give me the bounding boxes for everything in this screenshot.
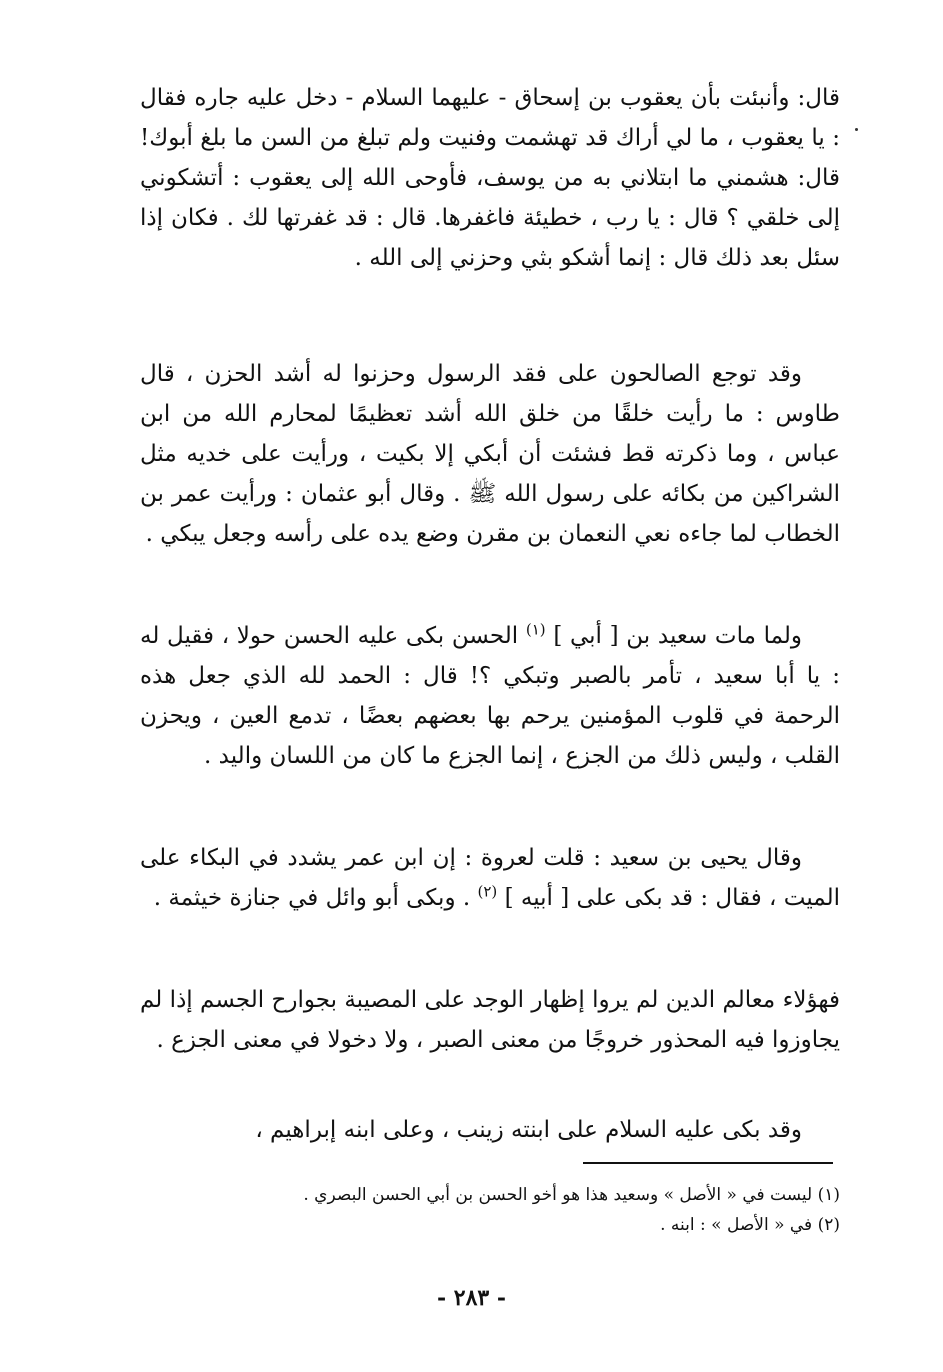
paragraph-6: وقد بكى عليه السلام على ابنته زينب ، وعلى ابنه إبراهيم ، bbox=[255, 1117, 802, 1143]
main-text-4 bbox=[140, 838, 840, 918]
main-text-6 bbox=[140, 1110, 840, 1150]
paragraph-3 bbox=[140, 616, 840, 776]
paragraph-4-rest: . وبكى أبو وائل في جنازة خيثمة . bbox=[153, 885, 471, 911]
paragraph-4 bbox=[140, 838, 840, 918]
paragraph-3-rest: الحسن بكى عليه الحسن حولا ، فقيل له : يا أبا سعيد ، تأمر بالصبر وتبكي ؟! قال : الحمد لله الذي جعل هذه الرحمة في قلوب المؤمنين يرحم بها بعضهم بعضًا ، تدمع العين ، ويحزن القلب ، وليس ذلك من الجزع ، إنما الجزع ما كان من اللسان واليد . bbox=[140, 623, 840, 769]
paragraph-2: وقد توجع الصالحون على فقد الرسول وحزنوا له أشد الحزن ، قال طاوس : ما رأيت خلقًا من خلق الله أشد تعظيمًا لمحارم الله من ابن عباس ، وما ذكرته قط فشئت أن أبكي إلا بكيت ، ورأيت على خديه مثل الشراكين من بكائه على رسول الله ﷺ . وقال أبو عثمان : ورأيت عمر بن الخطاب لما جاءه نعي النعمان بن مقرن وضع يده على رأسه وجعل يبكي . bbox=[140, 361, 840, 547]
paragraph-5: فهؤلاء معالم الدين لم يروا إظهار الوجد على المصيبة بجوارح الجسم إذا لم يجاوزوا فيه المحذور خروجًا من معنى الصبر ، ولا دخولا في معنى الجزع . bbox=[140, 987, 840, 1053]
main-text-3 bbox=[140, 616, 840, 776]
margin-mark bbox=[855, 128, 858, 131]
footnote-ref-1: (١) bbox=[525, 620, 546, 639]
paragraph-4-start: وقال يحيى بن سعيد : قلت لعروة : إن ابن عمر يشدد في البكاء على الميت ، فقال : قد بكى على [ أبيه ] bbox=[140, 845, 840, 911]
paragraph-1: قال: وأنبئت بأن يعقوب بن إسحاق - عليهما السلام - دخل عليه جاره فقال : يا يعقوب ، ما لي أراك قد تهشمت وفنيت ولم تبلغ من السن ما بلغ أبوك! قال: هشمني ما ابتلاني به من يوسف، فأوحى الله إلى يعقوب : أتشكوني إلى خلقي ؟ قال : يا رب ، خطيئة فاغفرها. قال : قد غفرتها لك . فكان إذا سئل بعد ذلك قال : إنما أشكو بثي وحزني إلى الله . bbox=[140, 85, 840, 271]
main-text-5 bbox=[140, 980, 840, 1060]
footnote-2: (٢) في « الأصل » : ابنه . bbox=[660, 1215, 840, 1235]
footnote-divider bbox=[583, 1162, 833, 1164]
main-text bbox=[140, 78, 840, 278]
page-number: - ٢٨٣ - bbox=[436, 1285, 507, 1311]
footnote-ref-2: (٢) bbox=[477, 882, 498, 901]
paragraph-3-start: ولما مات سعيد بن [ أبي ] bbox=[553, 623, 803, 649]
footnotes bbox=[300, 1180, 840, 1240]
footnote-1: (١) ليست في « الأصل » وسعيد هذا هو أخو الحسن بن أبي الحسن البصري . bbox=[303, 1185, 840, 1205]
main-text-2 bbox=[140, 354, 840, 554]
